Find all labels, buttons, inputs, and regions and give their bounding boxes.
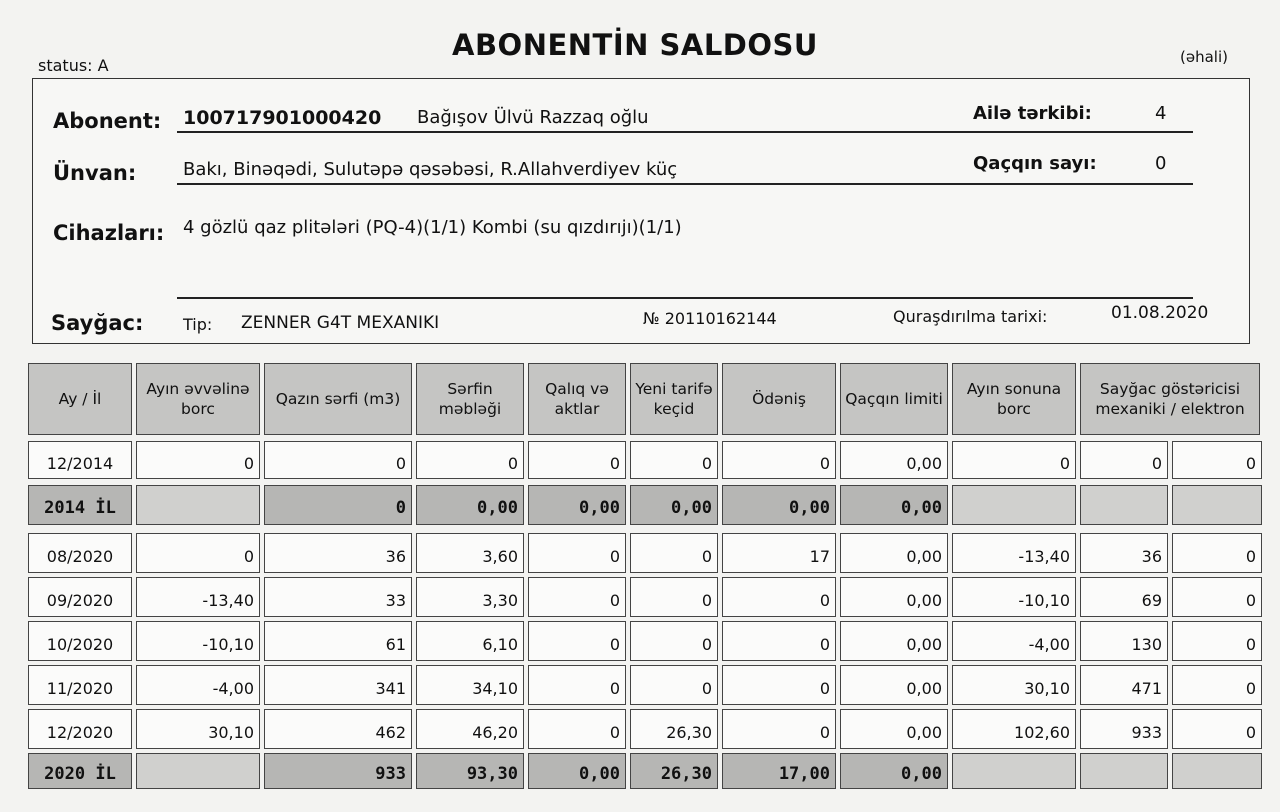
table-cell: 341 bbox=[264, 665, 412, 705]
table-cell: 0 bbox=[528, 621, 626, 661]
table-cell bbox=[1172, 485, 1262, 525]
table-cell: 3,60 bbox=[416, 533, 524, 573]
table-cell: -4,00 bbox=[136, 665, 260, 705]
meter-type-value: ZENNER G4T MEXANIKI bbox=[241, 313, 440, 333]
table-cell: 0,00 bbox=[840, 709, 948, 749]
table-cell: 30,10 bbox=[136, 709, 260, 749]
table-cell: 933 bbox=[264, 753, 412, 789]
table-cell: 0,00 bbox=[840, 753, 948, 789]
family-label: Ailə tərkibi: bbox=[973, 103, 1092, 124]
period-cell: 12/2014 bbox=[28, 441, 132, 479]
table-cell: 17,00 bbox=[722, 753, 836, 789]
column-header: Yeni tarifə keçid bbox=[630, 363, 718, 435]
table-cell: 93,30 bbox=[416, 753, 524, 789]
table-cell: 0 bbox=[630, 441, 718, 479]
table-cell bbox=[952, 753, 1076, 789]
table-cell: 0,00 bbox=[528, 485, 626, 525]
table-cell: 0 bbox=[1172, 665, 1262, 705]
table-cell: -10,10 bbox=[136, 621, 260, 661]
divider bbox=[177, 131, 1193, 133]
table-cell: 0 bbox=[722, 665, 836, 705]
table-cell: 34,10 bbox=[416, 665, 524, 705]
table-cell: 0 bbox=[264, 485, 412, 525]
column-header: Ayın sonuna borc bbox=[952, 363, 1076, 435]
column-header: Ödəniş bbox=[722, 363, 836, 435]
period-cell: 2014 İL bbox=[28, 485, 132, 525]
table-cell: 69 bbox=[1080, 577, 1168, 617]
table-cell: 0 bbox=[1172, 709, 1262, 749]
table-cell: 26,30 bbox=[630, 753, 718, 789]
address-label: Ünvan: bbox=[53, 161, 137, 185]
table-cell bbox=[1080, 485, 1168, 525]
column-header: Qaçqın limiti bbox=[840, 363, 948, 435]
table-cell: 0,00 bbox=[840, 665, 948, 705]
table-cell: 0 bbox=[952, 441, 1076, 479]
table-cell: -13,40 bbox=[136, 577, 260, 617]
devices-label: Cihazları: bbox=[53, 221, 165, 245]
table-cell: 0,00 bbox=[528, 753, 626, 789]
refugee-value: 0 bbox=[1155, 153, 1167, 174]
period-cell: 09/2020 bbox=[28, 577, 132, 617]
table-cell: -13,40 bbox=[952, 533, 1076, 573]
meter-label: Sayğac: bbox=[51, 311, 144, 335]
table-cell: 0,00 bbox=[416, 485, 524, 525]
table-cell: 26,30 bbox=[630, 709, 718, 749]
table-cell: 36 bbox=[264, 533, 412, 573]
table-cell: 0,00 bbox=[840, 441, 948, 479]
page-title: ABONENTİN SALDOSU bbox=[452, 28, 818, 62]
meter-number: № 20110162144 bbox=[643, 309, 777, 328]
table-cell: 61 bbox=[264, 621, 412, 661]
table-cell: 0 bbox=[1172, 441, 1262, 479]
period-cell: 12/2020 bbox=[28, 709, 132, 749]
table-cell bbox=[136, 753, 260, 789]
table-cell: 0,00 bbox=[840, 621, 948, 661]
category-label: (əhali) bbox=[1180, 48, 1228, 66]
table-cell: 0 bbox=[722, 577, 836, 617]
install-date-value: 01.08.2020 bbox=[1111, 303, 1209, 323]
table-cell: 0 bbox=[1172, 533, 1262, 573]
table-cell: 102,60 bbox=[952, 709, 1076, 749]
table-cell: 33 bbox=[264, 577, 412, 617]
table-cell: 462 bbox=[264, 709, 412, 749]
abonent-name: Bağışov Ülvü Razzaq oğlu bbox=[417, 107, 649, 128]
table-cell: 17 bbox=[722, 533, 836, 573]
table-cell: 0 bbox=[722, 709, 836, 749]
table-cell: 0,00 bbox=[722, 485, 836, 525]
table-cell: 0 bbox=[528, 577, 626, 617]
abonent-code: 100717901000420 bbox=[183, 107, 382, 129]
status-label: status: A bbox=[38, 56, 109, 75]
table-cell: -10,10 bbox=[952, 577, 1076, 617]
install-date-label: Quraşdırılma tarixi: bbox=[893, 307, 1048, 326]
table-cell: 0 bbox=[1172, 577, 1262, 617]
period-cell: 2020 İL bbox=[28, 753, 132, 789]
table-cell: 0 bbox=[630, 621, 718, 661]
table-cell: 0 bbox=[722, 621, 836, 661]
column-header: Ayın əvvəlinə borc bbox=[136, 363, 260, 435]
period-cell: 10/2020 bbox=[28, 621, 132, 661]
table-cell: 3,30 bbox=[416, 577, 524, 617]
period-cell: 08/2020 bbox=[28, 533, 132, 573]
table-cell: 0 bbox=[722, 441, 836, 479]
column-header: Ay / İl bbox=[28, 363, 132, 435]
table-cell bbox=[952, 485, 1076, 525]
divider bbox=[177, 183, 1193, 185]
table-cell: 0 bbox=[528, 709, 626, 749]
table-cell: 30,10 bbox=[952, 665, 1076, 705]
divider bbox=[177, 297, 1193, 299]
subscriber-info-panel bbox=[32, 78, 1250, 344]
table-cell: 0 bbox=[1172, 621, 1262, 661]
table-cell: 0 bbox=[136, 441, 260, 479]
table-cell: 0 bbox=[1080, 441, 1168, 479]
meter-type-label: Tip: bbox=[183, 315, 213, 334]
table-cell: 933 bbox=[1080, 709, 1168, 749]
table-cell: 0 bbox=[136, 533, 260, 573]
table-cell bbox=[1080, 753, 1168, 789]
period-cell: 11/2020 bbox=[28, 665, 132, 705]
table-cell: 0 bbox=[630, 533, 718, 573]
table-cell bbox=[1172, 753, 1262, 789]
refugee-label: Qaçqın sayı: bbox=[973, 153, 1097, 174]
column-header: Sərfin məbləği bbox=[416, 363, 524, 435]
table-cell: 0,00 bbox=[840, 485, 948, 525]
abonent-label: Abonent: bbox=[53, 109, 162, 133]
table-cell: 0,00 bbox=[840, 533, 948, 573]
table-cell: 36 bbox=[1080, 533, 1168, 573]
table-cell: 0 bbox=[416, 441, 524, 479]
table-cell: 0 bbox=[528, 665, 626, 705]
column-header: Qazın sərfi (m3) bbox=[264, 363, 412, 435]
table-cell: 0 bbox=[630, 665, 718, 705]
family-value: 4 bbox=[1155, 103, 1167, 124]
table-cell: 46,20 bbox=[416, 709, 524, 749]
table-cell: 6,10 bbox=[416, 621, 524, 661]
table-cell: 0 bbox=[528, 441, 626, 479]
table-cell: 0,00 bbox=[840, 577, 948, 617]
address-value: Bakı, Binəqədi, Sulutəpə qəsəbəsi, R.Allahverdiyev küç bbox=[183, 159, 678, 180]
table-cell: 0 bbox=[630, 577, 718, 617]
column-header: Qalıq və aktlar bbox=[528, 363, 626, 435]
column-header: Sayğac göstəricisi mexaniki / elektron bbox=[1080, 363, 1260, 435]
table-cell bbox=[136, 485, 260, 525]
table-cell: -4,00 bbox=[952, 621, 1076, 661]
table-cell: 0,00 bbox=[630, 485, 718, 525]
table-cell: 0 bbox=[264, 441, 412, 479]
devices-value: 4 gözlü qaz plitələri (PQ-4)(1/1) Kombi (su qızdırıjı)(1/1) bbox=[183, 217, 682, 238]
table-cell: 130 bbox=[1080, 621, 1168, 661]
table-cell: 471 bbox=[1080, 665, 1168, 705]
table-cell: 0 bbox=[528, 533, 626, 573]
